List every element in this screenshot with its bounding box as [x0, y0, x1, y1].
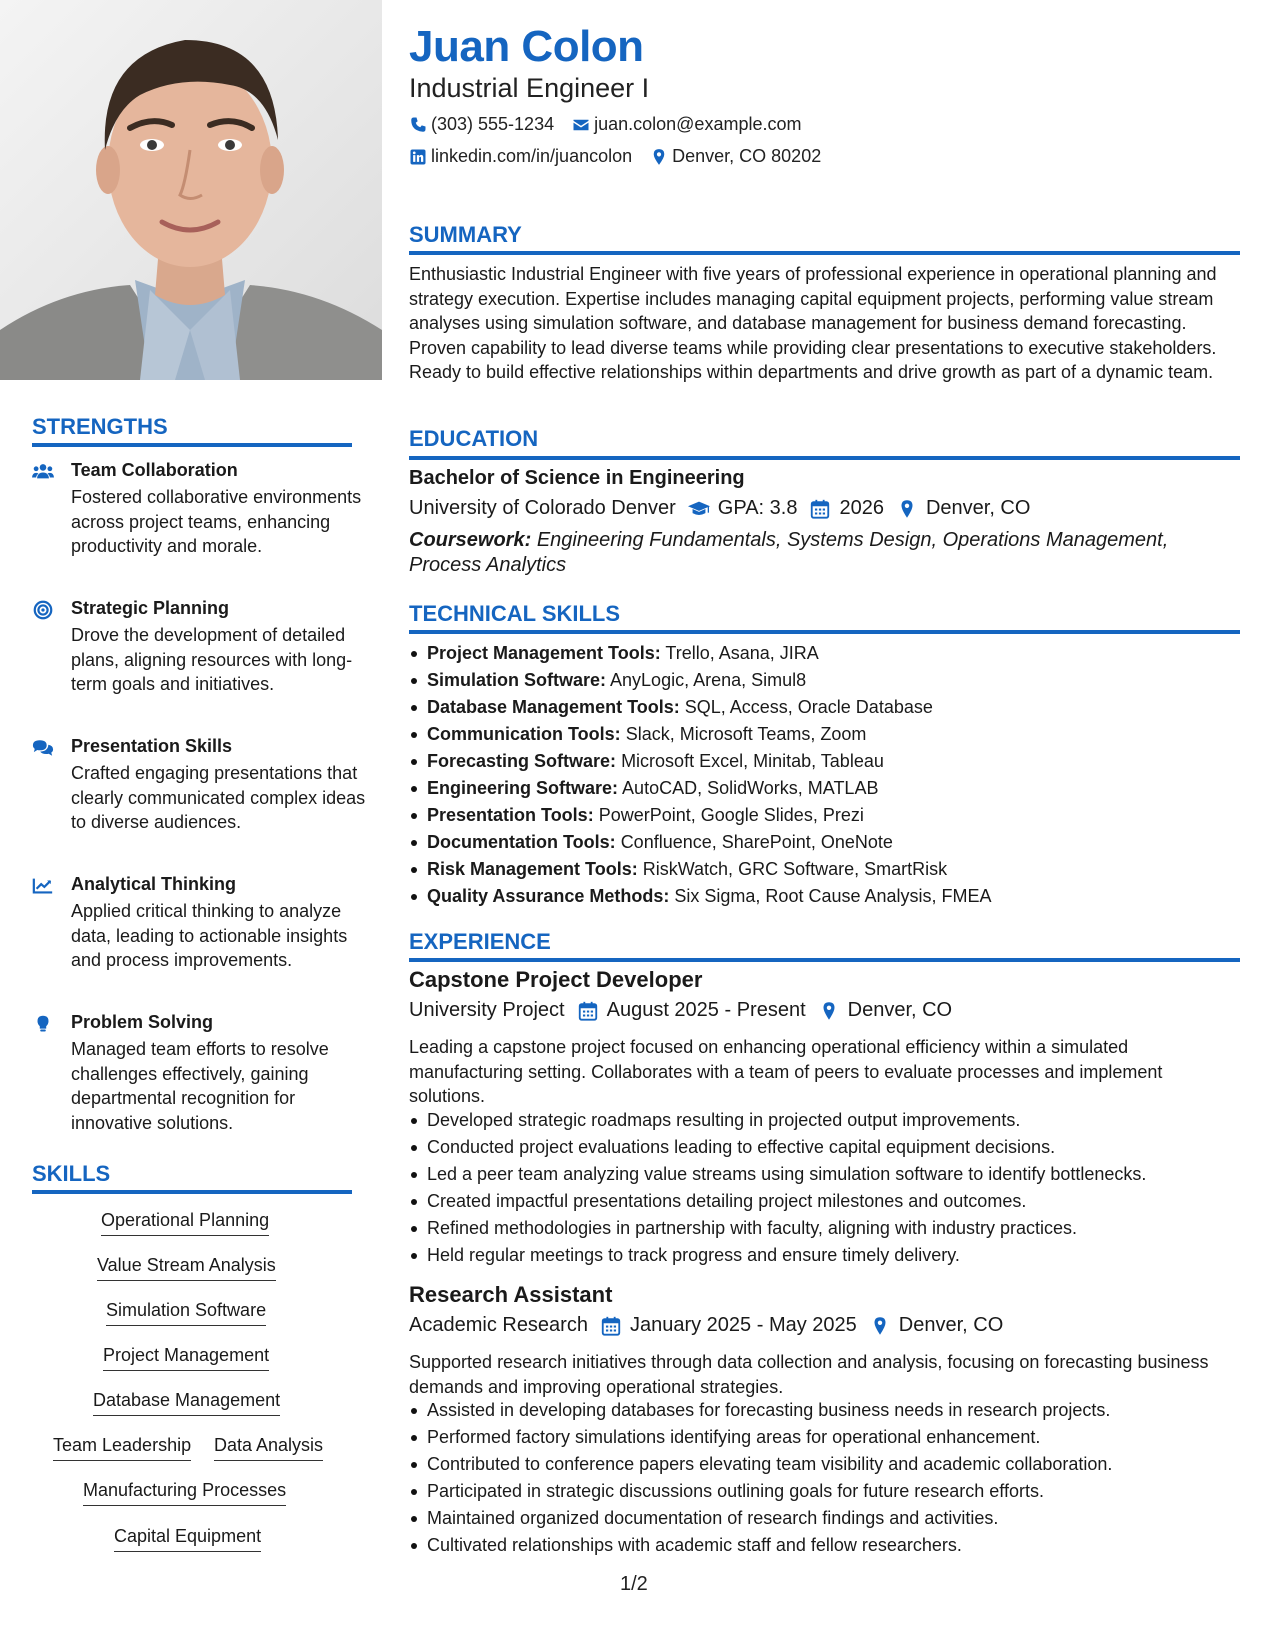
list-item: Maintained organized documentation of research findings and activities.: [409, 1505, 1112, 1532]
degree-title: Bachelor of Science in Engineering: [409, 467, 745, 489]
skill-category: Database Management Tools:: [427, 697, 680, 717]
strength-title: Strategic Planning: [71, 598, 230, 618]
job-location: Denver, CO: [898, 1314, 1004, 1336]
list-item: Participated in strategic discussions outlining goals for future research efforts.: [409, 1478, 1112, 1505]
skill-tag: Data Analysis: [214, 1435, 323, 1461]
linkedin-icon: [409, 148, 427, 166]
candidate-name: Juan Colon: [409, 22, 644, 71]
coursework-label: Coursework:: [409, 529, 532, 551]
job-dates: August 2025 - Present: [606, 999, 806, 1021]
skill-category: Forecasting Software:: [427, 751, 617, 771]
coursework-list: Engineering Fundamentals, Systems Design, Operations Management, Process Analytics: [409, 529, 1169, 576]
skill-category: Simulation Software:: [427, 670, 607, 690]
list-item: Developed strategic roadmaps resulting in projected output improvements.: [409, 1107, 1146, 1134]
skill-values: AutoCAD, SolidWorks, MATLAB: [622, 778, 879, 798]
job-dates: January 2025 - May 2025: [629, 1314, 857, 1336]
list-item: [409, 694, 992, 721]
skill-tag: Operational Planning: [101, 1210, 269, 1236]
job-location: Denver, CO: [847, 999, 953, 1021]
skill-category: Engineering Software:: [427, 778, 619, 798]
skill-tag: Database Management: [93, 1390, 280, 1416]
strength-title: Analytical Thinking: [71, 874, 237, 894]
linkedin-text: linkedin.com/in/juancolon: [431, 146, 633, 166]
skill-values: Microsoft Excel, Minitab, Tableau: [621, 751, 884, 771]
skill-tag: Simulation Software: [106, 1300, 266, 1326]
skill-values: RiskWatch, GRC Software, SmartRisk: [642, 859, 948, 879]
sidebar: [0, 0, 382, 1650]
job-meta: [409, 1314, 1003, 1337]
job-bullets: [409, 1397, 1112, 1559]
education-heading: EDUCATION: [409, 426, 539, 451]
strength-desc: Managed team efforts to resolve challenges effectively, gaining departmental recognition for innovative solutions.: [71, 1039, 329, 1133]
summary-heading: SUMMARY: [409, 222, 522, 247]
strength-desc: Applied critical thinking to analyze data, leading to actionable insights and process improvements.: [71, 901, 348, 970]
skill-category: Presentation Tools:: [427, 805, 594, 825]
map-pin-icon: [896, 499, 918, 519]
skill-category: Project Management Tools:: [427, 643, 661, 663]
map-pin-icon: [650, 148, 668, 166]
technical-skills-heading: TECHNICAL SKILLS: [409, 601, 621, 626]
strengths-rule: [32, 443, 352, 447]
calendar-icon: [600, 1316, 622, 1336]
list-item: [409, 883, 992, 910]
page-number: 1/2: [620, 1573, 648, 1595]
calendar-icon: [809, 499, 831, 519]
strength-title: Presentation Skills: [71, 736, 233, 756]
skill-category: Documentation Tools:: [427, 832, 616, 852]
list-item: Refined methodologies in partnership with faculty, aligning with industry practices.: [409, 1215, 1146, 1242]
job-role: Research Assistant: [409, 1282, 613, 1307]
job-bullets: [409, 1107, 1146, 1269]
list-item: Led a peer team analyzing value streams using simulation software to identify bottlenecks.: [409, 1161, 1146, 1188]
list-item: Contributed to conference papers elevating team visibility and academic collaboration.: [409, 1451, 1112, 1478]
map-pin-icon: [869, 1316, 891, 1336]
strength-desc: Fostered collaborative environments across project teams, enhancing productivity and morale.: [71, 487, 362, 556]
envelope-icon: [572, 116, 590, 134]
candidate-title: Industrial Engineer I: [409, 73, 650, 103]
strengths-heading: STRENGTHS: [32, 414, 168, 439]
list-item: [409, 721, 992, 748]
job-role: Capstone Project Developer: [409, 967, 703, 992]
location-contact: [650, 146, 821, 167]
coursework: [409, 528, 1209, 578]
skill-values: Six Sigma, Root Cause Analysis, FMEA: [674, 886, 992, 906]
list-item: Cultivated relationships with academic staff and fellow researchers.: [409, 1532, 1112, 1559]
skill-category: Quality Assurance Methods:: [427, 886, 670, 906]
contact-row: [409, 146, 839, 167]
email-text: juan.colon@example.com: [594, 114, 802, 134]
skills-rule: [32, 1190, 352, 1194]
job-meta: [409, 999, 952, 1022]
phone-contact[interactable]: [409, 114, 554, 135]
list-item: [409, 775, 992, 802]
lightbulb-icon: [32, 1014, 56, 1036]
skills-heading: SKILLS: [32, 1161, 111, 1186]
skill-tag: Capital Equipment: [114, 1526, 261, 1552]
skill-tag: Value Stream Analysis: [97, 1255, 276, 1281]
list-item: [409, 640, 992, 667]
education-rule: [409, 456, 1240, 460]
contact-row: [409, 114, 819, 135]
experience-heading: EXPERIENCE: [409, 929, 551, 954]
skill-values: AnyLogic, Arena, Simul8: [610, 670, 807, 690]
gpa-value: GPA: 3.8: [717, 497, 798, 519]
calendar-icon: [577, 1001, 599, 1021]
phone-icon: [409, 116, 427, 134]
profile-photo: [0, 0, 382, 380]
summary-rule: [409, 251, 1240, 255]
phone-text: (303) 555-1234: [431, 114, 555, 134]
strength-desc: Drove the development of detailed plans, aligning resources with long-term goals and initiatives.: [71, 625, 353, 694]
list-item: Held regular meetings to track progress and ensure timely delivery.: [409, 1242, 1146, 1269]
graduation-year: 2026: [839, 497, 884, 519]
job-org: University Project: [409, 999, 565, 1021]
users-icon: [32, 462, 56, 484]
experience-rule: [409, 958, 1240, 962]
technical-skills-rule: [409, 630, 1240, 634]
skill-values: Trello, Asana, JIRA: [665, 643, 819, 663]
job-summary: Supported research initiatives through data collection and analysis, focusing on forecasting business demands and improving operational strategies.: [409, 1352, 1209, 1397]
skill-values: SQL, Access, Oracle Database: [684, 697, 933, 717]
strength-title: Team Collaboration: [71, 460, 238, 480]
school-name: University of Colorado Denver: [409, 497, 676, 519]
skill-values: Confluence, SharePoint, OneNote: [620, 832, 893, 852]
location-text: Denver, CO 80202: [672, 146, 822, 166]
strength-desc: Crafted engaging presentations that clearly communicated complex ideas to diverse audiences.: [71, 763, 366, 832]
list-item: [409, 856, 992, 883]
list-item: Created impactful presentations detailing project milestones and outcomes.: [409, 1188, 1146, 1215]
list-item: Performed factory simulations identifying areas for operational enhancement.: [409, 1424, 1112, 1451]
linkedin-contact[interactable]: [409, 146, 632, 167]
target-icon: [32, 600, 56, 622]
job-summary: Leading a capstone project focused on enhancing operational efficiency within a simulated manufacturing setting. Collaborates with a team of peers to evaluate processes and implement solutions.: [409, 1037, 1163, 1106]
job-org: Academic Research: [409, 1314, 588, 1336]
skill-category: Risk Management Tools:: [427, 859, 638, 879]
skill-values: PowerPoint, Google Slides, Prezi: [598, 805, 864, 825]
map-pin-icon: [818, 1001, 840, 1021]
skill-tag: Project Management: [103, 1345, 269, 1371]
summary-text: Enthusiastic Industrial Engineer with five years of professional experience in operational planning and strategy execution. Expertise includes managing capital equipment projects, performing value stream analyses using simulation software, and database management for business demand forecasting. Proven capability to lead diverse teams while providing clear presentations to executive stakeholders. Ready to build effective relationships within departments and drive growth as part of a dynamic team.: [409, 264, 1217, 382]
chart-line-icon: [32, 876, 56, 898]
comments-icon: [32, 738, 56, 760]
skill-tag: Team Leadership: [53, 1435, 191, 1461]
education-meta: [409, 497, 1030, 520]
skill-category: Communication Tools:: [427, 724, 621, 744]
list-item: [409, 748, 992, 775]
skill-tag: Manufacturing Processes: [83, 1480, 286, 1506]
email-contact[interactable]: [572, 114, 801, 135]
technical-skills-list: [409, 640, 992, 910]
school-location: Denver, CO: [925, 497, 1031, 519]
list-item: [409, 667, 992, 694]
graduation-cap-icon: [688, 499, 710, 519]
skill-values: Slack, Microsoft Teams, Zoom: [625, 724, 867, 744]
list-item: Assisted in developing databases for forecasting business needs in research projects.: [409, 1397, 1112, 1424]
list-item: [409, 802, 992, 829]
list-item: Conducted project evaluations leading to effective capital equipment decisions.: [409, 1134, 1146, 1161]
strength-title: Problem Solving: [71, 1012, 214, 1032]
portrait-image: [0, 0, 382, 380]
list-item: [409, 829, 992, 856]
